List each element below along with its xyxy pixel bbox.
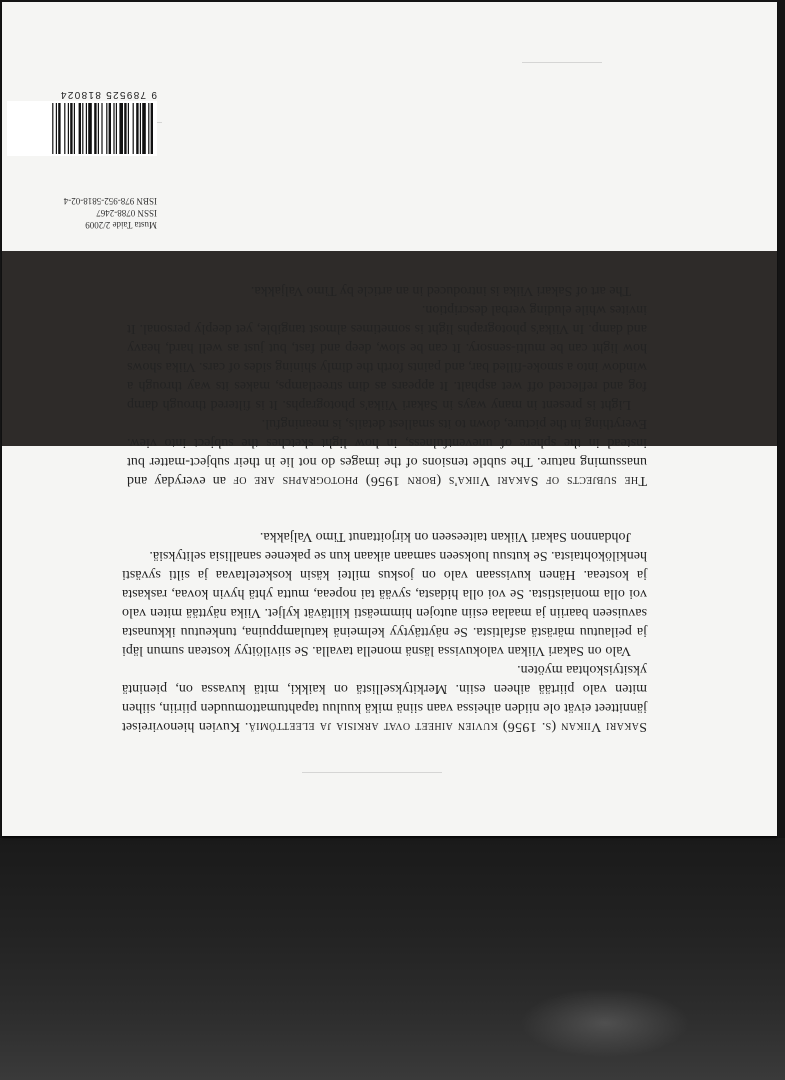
- barcode-bar: [70, 103, 72, 154]
- barcode-bar: [148, 103, 149, 154]
- barcode-bar: [142, 103, 146, 154]
- cover-content-rotated: [2, 2, 777, 836]
- barcode-bar: [74, 103, 75, 154]
- barcode-bar: [151, 103, 153, 154]
- issn-line: ISSN 0788-2467: [96, 208, 157, 218]
- barcode-bar: [94, 103, 96, 154]
- finnish-lead-paragraph: [122, 660, 647, 736]
- barcode-bar: [56, 103, 57, 154]
- barcode-bar: [128, 103, 129, 154]
- english-paragraph-1: an everyday and unassuming nature. The subtle tensions of the images do not lie in their subject-matter but instead in the sphere of uneventfulness, in how light sketches the subject into view. Everything in the picture, down to its smallest details, is meaningful.: [127, 416, 647, 488]
- barcode-bar: [82, 103, 83, 154]
- barcode-bar: [140, 103, 141, 154]
- finnish-paragraph-2: Valo on Sakari Viikan valokuvissa läsnä monella tavalla. Se siivilöityy kostean sumun läpi ja peilautuu märästä asfaltista. Se näyttäytyy kelmeinä katulamppuina, tunkeutuu ikkunasta savuiseen baariin ja maalaa esiin autojen himmeästi kiiltävät kyljet. Viika näyttää miten valo voi olla moniaistista. Se voi olla hidasta, syvää tai nopeaa, mutta yhtä hyvin kovaa, raskasta ja kosteaa. Hänen kuvissaan valo on joskus miltei käsin kosketeltavaa ja silti syvästi henkilökohtaista. Se kutsuu luokseen samaan aikaan kun se pakenee sanallisia selityksiä.: [122, 548, 647, 658]
- book-cover: [2, 2, 777, 836]
- barcode-bar: [109, 103, 111, 154]
- english-paragraph-3: The art of Sakari Viika is introduced in an article by Timo Valjakka.: [250, 283, 631, 298]
- barcode-bar: [86, 103, 87, 154]
- barcode-block: [7, 89, 157, 156]
- barcode-bar: [58, 103, 60, 154]
- surface-glare: [520, 988, 690, 1058]
- english-lead: The subjects of Sakari Viika's (born 1956) photographs are of: [233, 473, 647, 488]
- isbn-line: ISBN 978-952-5818-02-4: [63, 196, 157, 206]
- finnish-paragraph-3: Johdannon Sakari Viikan taiteeseen on kirjoittanut Timo Valjakka.: [259, 529, 631, 544]
- barcode-bar: [101, 103, 102, 154]
- imprint-block: [7, 195, 157, 231]
- english-blurb: [127, 281, 647, 490]
- barcode-bar: [106, 103, 107, 154]
- barcode-bar: [88, 103, 92, 154]
- barcode-bar: [98, 103, 99, 154]
- barcode-bar: [133, 103, 134, 154]
- finnish-lead: Sakari Viikan (s. 1956) kuvien aiheet ovat arkisia ja eleettömiä.: [244, 719, 647, 734]
- barcode-bar: [64, 103, 65, 154]
- english-paragraph-2: Light is present in many ways in Sakari Viika's photographs. It is filtered through damp fog and reflected off wet asphalt. It appears as dim streetlamps, makes its way through a window into a smoke-filled bar, and paints forth the dimly shining sides of cars. Viika shows how light can be multi-sensory. It can be slow, deep and fast, but just as well hard, heavy and damp. In Viika's photographs light is sometimes almost tangible, yet deeply personal. It invites while eluding verbal description.: [127, 302, 647, 412]
- barcode-bar: [119, 103, 123, 154]
- barcode-bar: [124, 103, 126, 154]
- finnish-blurb: [122, 527, 647, 736]
- barcode-bar: [79, 103, 81, 154]
- barcode-bar: [68, 103, 69, 154]
- barcode-digits: 9 789525 818024: [59, 89, 157, 100]
- barcode-bar: [113, 103, 114, 154]
- barcode-icon: [7, 101, 157, 156]
- barcode-bar: [116, 103, 117, 154]
- english-lead-paragraph: [127, 414, 647, 490]
- series-line: Musta Taide 2/2009: [85, 220, 157, 230]
- barcode-bar: [136, 103, 138, 154]
- barcode-bar: [52, 103, 53, 154]
- finnish-paragraph-1: Kuvien hienovireiset jännitteet eivät ole niiden aiheissa vaan siinä mikä kuuluu tapahtumattomuuden piiriin, siihen miten valo piirtää aiheen esiin. Merkityksellistä on kaikki, mitä kuvassa on, pienintä yksityiskohtaa myöten.: [122, 662, 647, 734]
